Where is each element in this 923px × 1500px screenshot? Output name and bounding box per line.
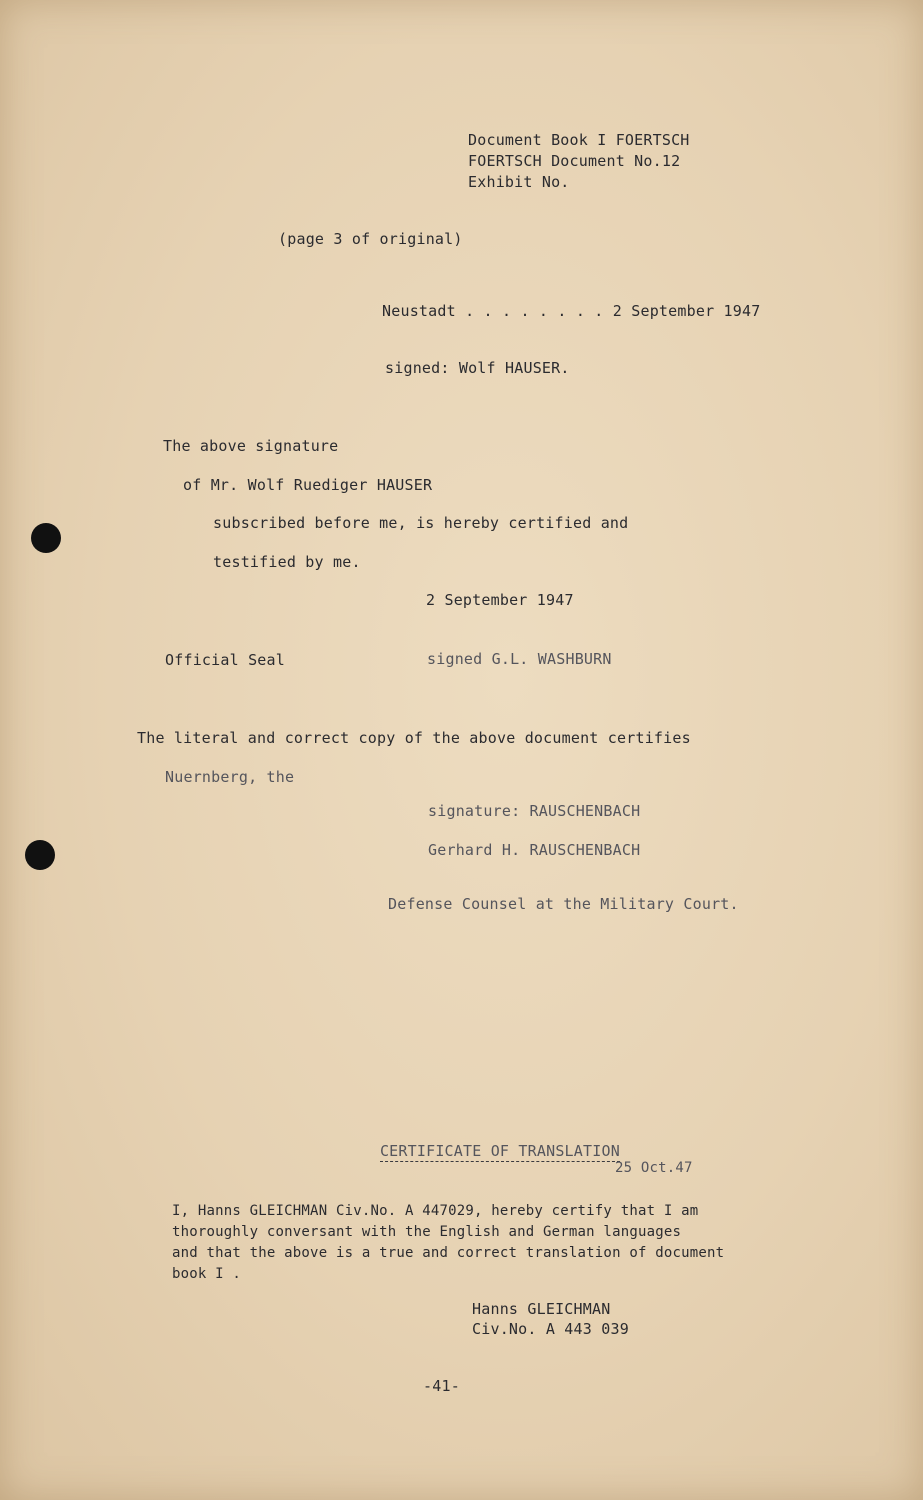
page-of-original-note: (page 3 of original) <box>278 230 463 248</box>
copy-cert-place: Nuernberg, the <box>165 768 295 786</box>
translator-name: Hanns GLEICHMAN <box>472 1300 611 1318</box>
header-doc-number: FOERTSCH Document No.12 <box>468 152 681 170</box>
cert-line-4: testified by me. <box>213 553 361 571</box>
cert-line-3: subscribed before me, is hereby certified and <box>213 514 629 532</box>
copy-cert-line: The literal and correct copy of the above document certifies <box>137 729 691 747</box>
official-seal: Official Seal <box>165 651 285 669</box>
punch-hole-upper <box>31 523 61 553</box>
page-number: -41- <box>423 1377 460 1395</box>
translation-body-2: thoroughly conversant with the English and German languages <box>172 1224 682 1240</box>
signed-hauser: signed: Wolf HAUSER. <box>385 359 570 377</box>
copy-cert-name: Gerhard H. RAUSCHENBACH <box>428 841 641 859</box>
cert-line-1: The above signature <box>163 437 339 455</box>
header-exhibit: Exhibit No. <box>468 173 570 191</box>
translation-heading <box>343 1124 620 1178</box>
translation-body-1: I, Hanns GLEICHMAN Civ.No. A 447029, hereby certify that I am <box>172 1203 699 1219</box>
punch-hole-lower <box>25 840 55 870</box>
translation-heading-text: CERTIFICATE OF TRANSLATION <box>379 1142 620 1160</box>
translator-civ-number: Civ.No. A 443 039 <box>472 1320 629 1338</box>
translation-body-4: book I . <box>172 1266 242 1282</box>
cert-line-2: of Mr. Wolf Ruediger HAUSER <box>183 476 433 494</box>
cert-date: 2 September 1947 <box>426 591 574 609</box>
translation-body-3: and that the above is a true and correct translation of document <box>172 1245 725 1261</box>
copy-cert-signature: signature: RAUSCHENBACH <box>428 802 641 820</box>
place-and-date: Neustadt . . . . . . . . 2 September 1947 <box>382 302 761 320</box>
header-doc-book: Document Book I FOERTSCH <box>468 131 690 149</box>
cert-signed-washburn: signed G.L. WASHBURN <box>427 650 612 668</box>
copy-cert-title: Defense Counsel at the Military Court. <box>388 895 739 913</box>
translation-date: 25 Oct.47 <box>615 1160 693 1176</box>
